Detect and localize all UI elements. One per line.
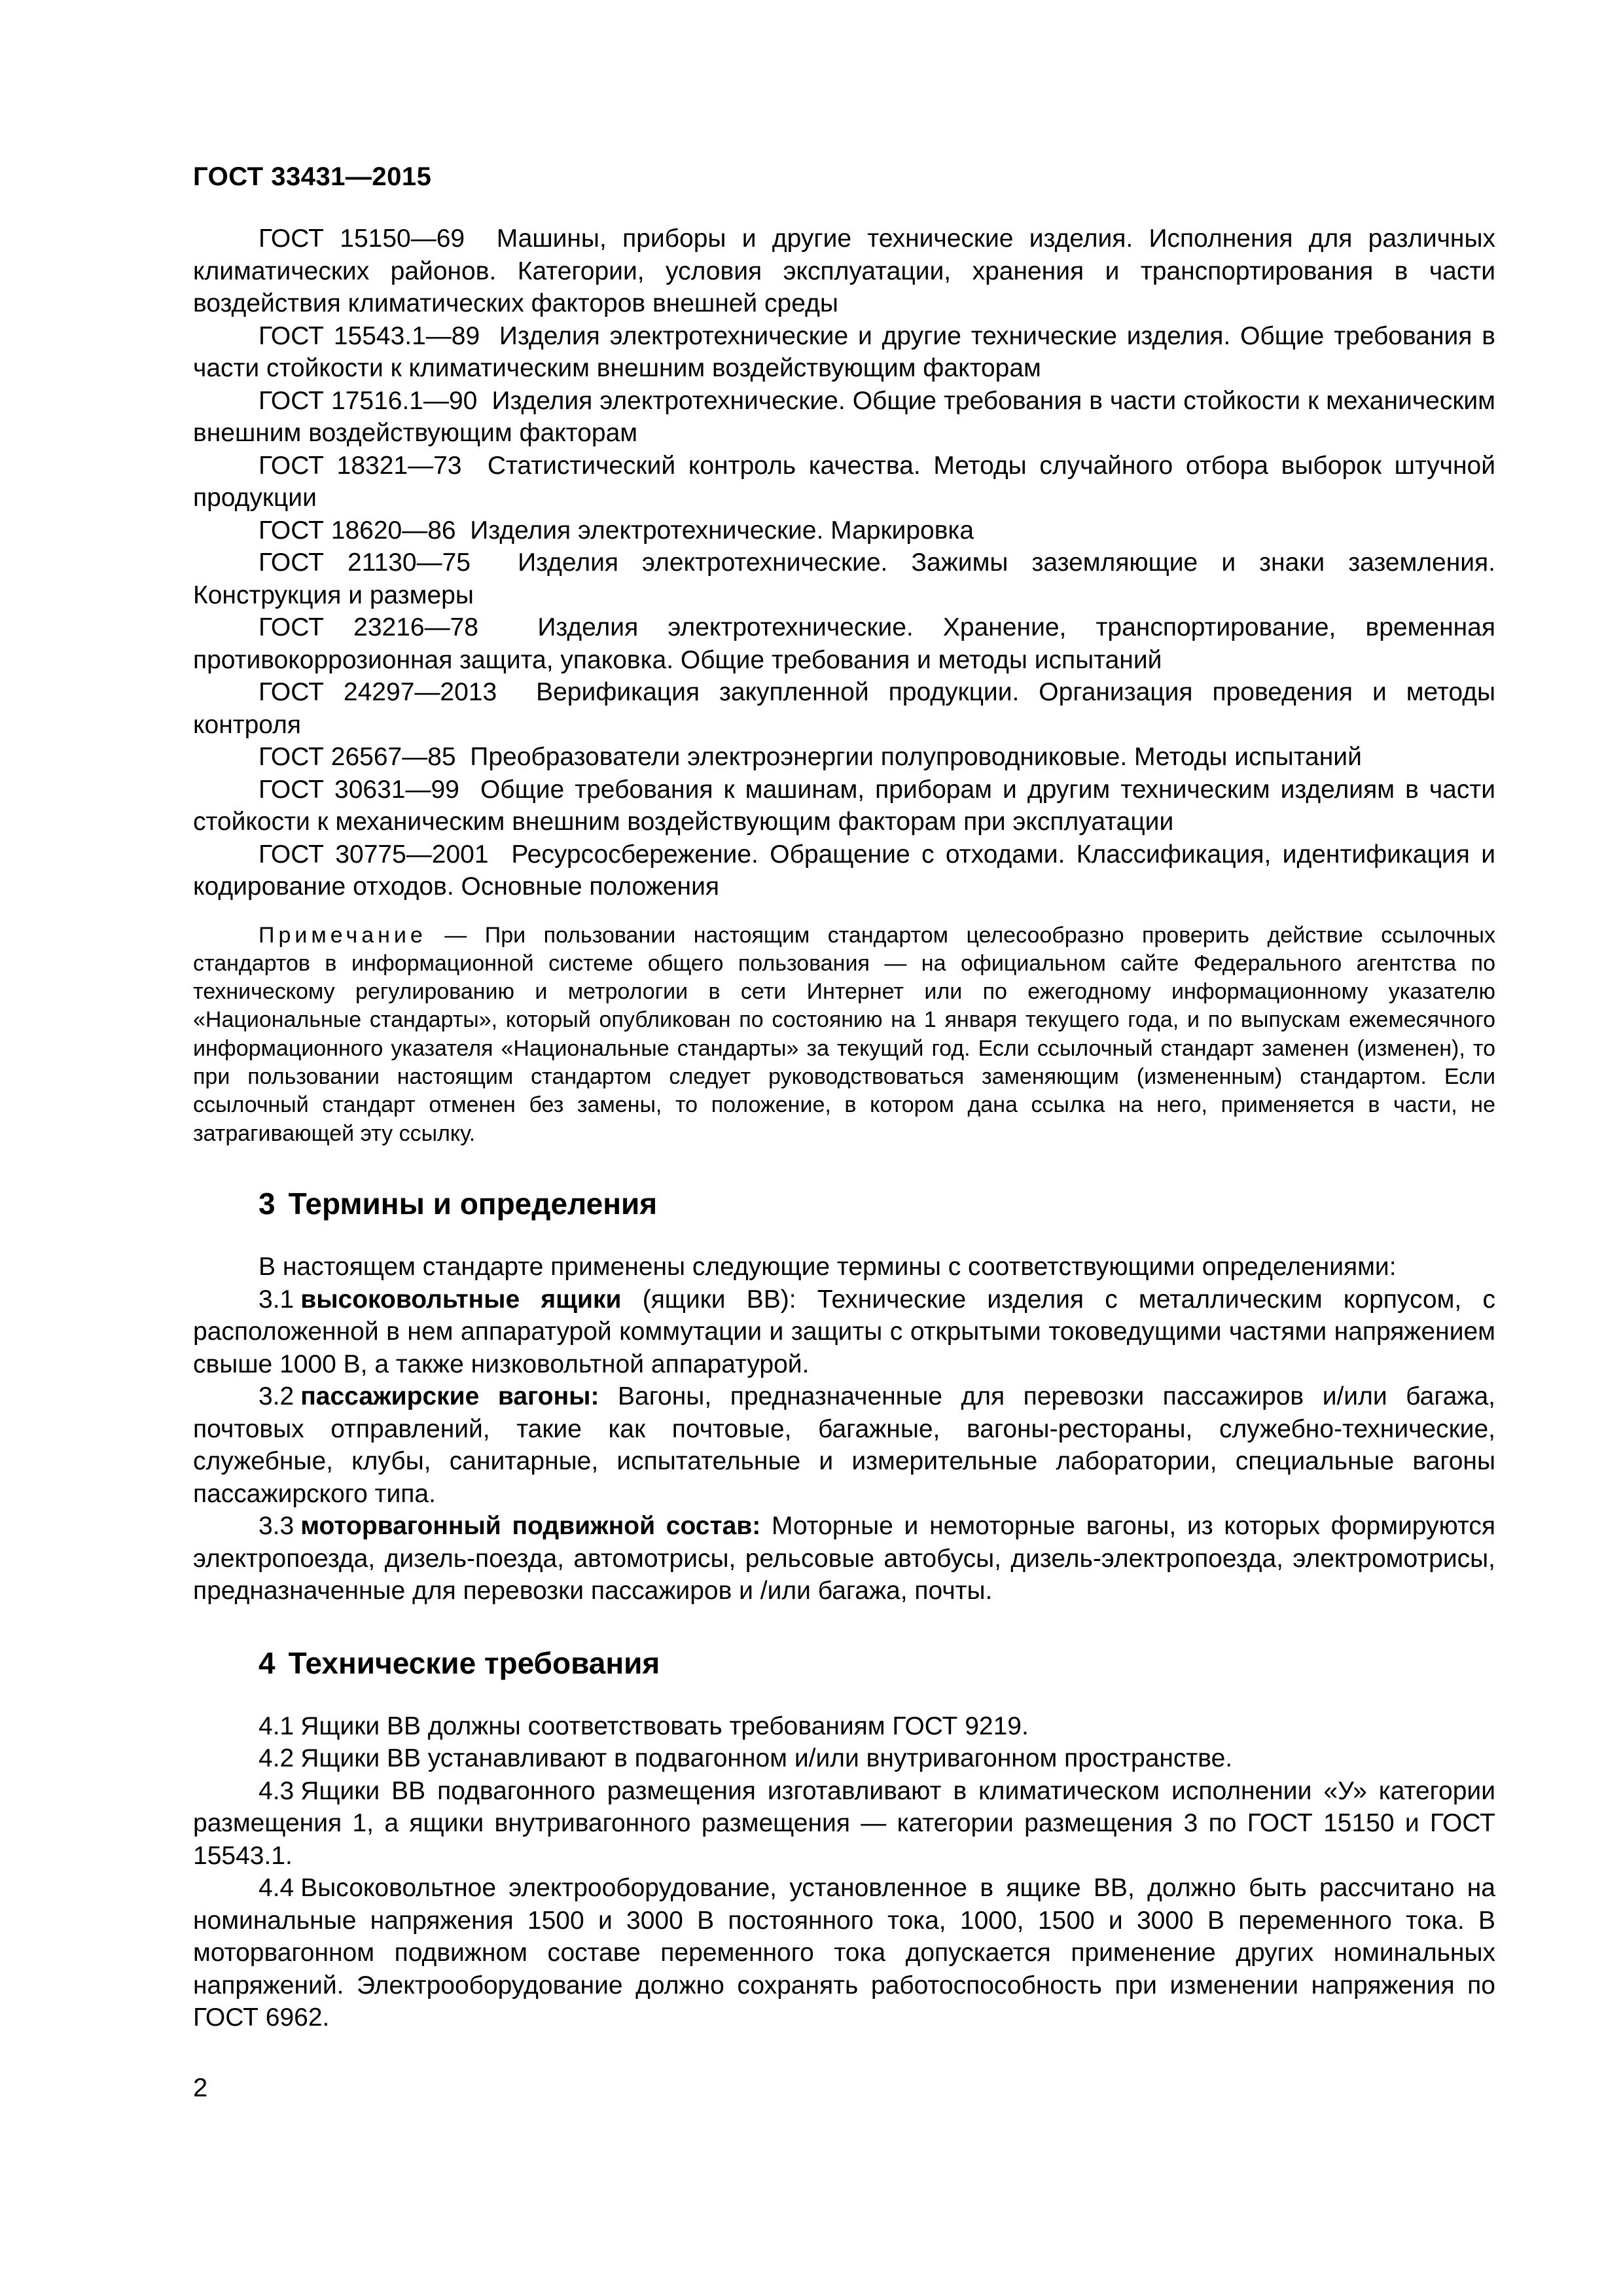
reference-title: Общие требования к машинам, приборам и другим техническим изделиям в части стойкости к механическим внешним воздействующим факторам при эксплуатации bbox=[193, 775, 1496, 836]
reference-code: ГОСТ 17516.1—90 bbox=[259, 386, 478, 415]
clause-number: 4.3 bbox=[259, 1776, 294, 1805]
reference-title: Машины, приборы и другие технические изделия. Исполнения для различных климатических районов. Категории, условия эксплуатации, хранения и транспортирования в части воздействия климатических факторов внешней среды bbox=[193, 224, 1495, 317]
clause-text: Ящики ВВ устанавливают в подвагонном и/или внутривагонном пространстве. bbox=[300, 1744, 1233, 1773]
reference-title: Изделия электротехнические и другие технические изделия. Общие требования в части стойкости к климатическим внешним воздействующим факторам bbox=[193, 321, 1495, 382]
reference-item bbox=[193, 774, 1495, 838]
note-block bbox=[193, 922, 1495, 1148]
term-name: моторвагонный подвижной состав: bbox=[300, 1512, 761, 1541]
reference-title: Статистический контроль качества. Методы случайного отбора выборок штучной продукции bbox=[193, 451, 1495, 512]
clause-text: Высоковольтное электрооборудование, установленное в ящике ВВ, должно быть рассчитано на номинальные напряжения 1500 и 3000 В постоянного тока, 1000, 1500 и 3000 В переменного тока. В моторвагонном подвижном составе переменного тока допускается применение других номинальных напряжений. Электрооборудование должно сохранять работоспособность при изменении напряжения по ГОСТ 6962. bbox=[193, 1874, 1495, 2032]
term-text: Моторные и немоторные вагоны, из которых формируются электропоезда, дизель-поезда, автомотрисы, рельсовые автобусы, дизель-электропоезда, электромотрисы, предназначенные для перевозки пассажиров и /или багажа, почты. bbox=[193, 1512, 1495, 1605]
reference-title: Изделия электротехнические. Хранение, транспортирование, временная противокоррозионная защита, упаковка. Общие требования и методы испытаний bbox=[193, 613, 1495, 674]
clause-number: 4.1 bbox=[259, 1712, 294, 1740]
reference-item bbox=[193, 547, 1495, 611]
reference-code: ГОСТ 15150—69 bbox=[259, 224, 465, 253]
term-text: Вагоны, предназначенные для перевозки пассажиров и/или багажа, почтовых отправлений, такие как почтовые, багажные, вагоны-рестораны, служебно-технические, служебные, клубы, санитарные, испытательные и измерительные лаборатории, специальные вагоны пассажирского типа. bbox=[193, 1382, 1495, 1508]
section-number: 4 bbox=[259, 1645, 276, 1680]
clause-text: Ящики ВВ подвагонного размещения изготавливают в климатическом исполнении «У» категории размещения 1, а ящики внутривагонного размещения — категории размещения 3 по ГОСТ 15150 и ГОСТ 15543.1. bbox=[193, 1776, 1495, 1870]
term-definition bbox=[193, 1510, 1495, 1607]
requirement-clause bbox=[193, 1742, 1495, 1775]
reference-code: ГОСТ 23216—78 bbox=[259, 613, 478, 641]
reference-code: ГОСТ 26567—85 bbox=[259, 743, 456, 771]
reference-code: ГОСТ 18321—73 bbox=[259, 451, 462, 480]
clause-number: 4.4 bbox=[259, 1874, 294, 1903]
reference-code: ГОСТ 30631—99 bbox=[259, 775, 459, 804]
section-heading-4 bbox=[193, 1645, 1495, 1681]
reference-title: Верификация закупленной продукции. Организация проведения и методы контроля bbox=[193, 678, 1495, 739]
reference-item bbox=[193, 450, 1495, 514]
references-list bbox=[193, 223, 1495, 903]
reference-item bbox=[193, 385, 1495, 450]
reference-item bbox=[193, 223, 1495, 320]
term-definition bbox=[193, 1380, 1495, 1510]
section-heading-3 bbox=[193, 1186, 1495, 1222]
section-number: 3 bbox=[259, 1186, 276, 1221]
reference-item bbox=[193, 514, 1495, 547]
reference-item bbox=[193, 611, 1495, 676]
reference-title: Изделия электротехнические. Маркировка bbox=[470, 516, 974, 545]
reference-item bbox=[193, 320, 1495, 385]
reference-title: Преобразователи электроэнергии полупроводниковые. Методы испытаний bbox=[470, 743, 1362, 771]
page-content bbox=[193, 223, 1495, 2034]
section-intro: В настоящем стандарте применены следующие термины с соответствующими определениями: bbox=[259, 1253, 1397, 1282]
reference-title: Изделия электротехнические. Зажимы заземляющие и знаки заземления. Конструкция и размеры bbox=[193, 548, 1495, 609]
section-title: Термины и определения bbox=[288, 1186, 658, 1221]
clause-number: 3.2 bbox=[259, 1382, 294, 1411]
reference-code: ГОСТ 21130—75 bbox=[259, 548, 471, 577]
reference-code: ГОСТ 24297—2013 bbox=[259, 678, 497, 706]
reference-code: ГОСТ 18620—86 bbox=[259, 516, 456, 545]
reference-item bbox=[193, 741, 1495, 774]
reference-title: Изделия электротехнические. Общие требования в части стойкости к механическим внешним воздействующим факторам bbox=[193, 386, 1495, 447]
reference-item bbox=[193, 838, 1495, 903]
requirement-clause bbox=[193, 1710, 1495, 1743]
clause-number: 3.3 bbox=[259, 1512, 294, 1541]
reference-item bbox=[193, 676, 1495, 741]
note-label: Примечание bbox=[259, 922, 427, 948]
reference-code: ГОСТ 15543.1—89 bbox=[259, 321, 480, 350]
clause-number: 3.1 bbox=[259, 1285, 294, 1314]
document-header: ГОСТ 33431—2015 bbox=[193, 162, 432, 191]
note-dash: — bbox=[426, 922, 485, 948]
term-definition bbox=[193, 1283, 1495, 1381]
requirement-clause bbox=[193, 1872, 1495, 2034]
reference-code: ГОСТ 30775—2001 bbox=[259, 840, 489, 869]
clause-number: 4.2 bbox=[259, 1744, 294, 1773]
term-text: (ящики ВВ): Технические изделия с металлическим корпусом, с расположенной в нем аппаратурой коммутации и защиты с открытыми токоведущими частями напряжением свыше 1000 В, а также низковольтной аппаратурой. bbox=[193, 1285, 1495, 1378]
section-title: Технические требования bbox=[288, 1645, 660, 1680]
page-number: 2 bbox=[193, 2073, 208, 2102]
term-name: пассажирские вагоны: bbox=[300, 1382, 599, 1411]
clause-text: Ящики ВВ должны соответствовать требованиям ГОСТ 9219. bbox=[300, 1712, 1029, 1740]
note-text: При пользовании настоящим стандартом целесообразно проверить действие ссылочных стандартов в информационной системе общего пользования — на официальном сайте Федерального агентства по техническому регулированию и метрологии в сети Интернет или по ежегодному информационному указателю «Национальные стандарты», который опубликован по состоянию на 1 января текущего года, и по выпускам ежемесячного информационного указателя «Национальные стандарты» за текущий год. Если ссылочный стандарт заменен (изменен), то при пользовании настоящим стандартом следует руководствоваться заменяющим (измененным) стандартом. Если ссылочный стандарт отменен без замены, то положение, в котором дана ссылка на него, применяется в части, не затрагивающей эту ссылку. bbox=[193, 922, 1495, 1146]
term-name: высоковольтные ящики bbox=[300, 1285, 622, 1314]
requirement-clause bbox=[193, 1775, 1495, 1873]
reference-title: Ресурсосбережение. Обращение с отходами. Классификация, идентификация и кодирование отходов. Основные положения bbox=[193, 840, 1495, 901]
